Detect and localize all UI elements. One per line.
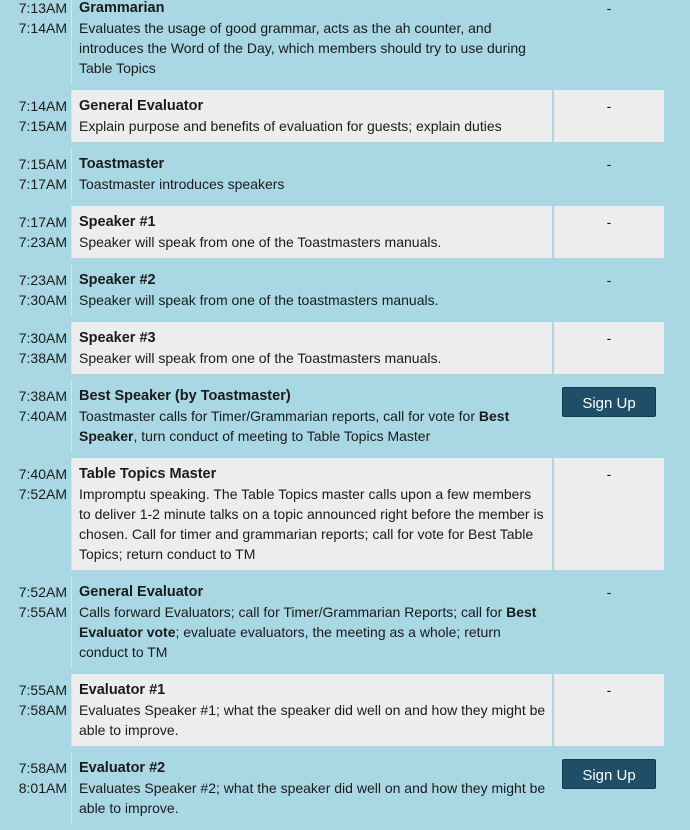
agenda-row [0, 206, 690, 264]
role-cell [72, 264, 552, 316]
time-cell [0, 148, 72, 200]
role-title: Table Topics Master [79, 466, 217, 482]
role-cell [72, 576, 552, 668]
time-cell [0, 458, 72, 570]
time-cell [0, 752, 72, 824]
role-description [79, 174, 546, 194]
end-time: 7:17AM [18, 176, 67, 192]
start-time: 7:40AM [18, 466, 67, 482]
role-description [79, 18, 546, 78]
time-cell [0, 674, 72, 746]
time-cell [0, 576, 72, 668]
sign-up-button[interactable]: Sign Up [562, 759, 656, 789]
description-text: Toastmaster introduces speakers [79, 176, 285, 192]
role-cell [72, 322, 552, 374]
time-cell [0, 0, 72, 84]
description-text: Evaluates Speaker #1; what the speaker did well on and how they might be able to improve. [79, 702, 546, 738]
role-cell [72, 380, 552, 452]
assigned-status: - [606, 0, 612, 16]
end-time: 7:55AM [18, 604, 67, 620]
start-time: 7:55AM [18, 682, 67, 698]
agenda-row [0, 90, 690, 148]
end-time: 7:52AM [18, 486, 67, 502]
role-cell [72, 206, 552, 258]
role-title: Toastmaster [79, 156, 165, 172]
assigned-status: - [606, 272, 612, 288]
description-text: Speaker will speak from one of the Toastmasters manuals. [79, 234, 442, 250]
signup-cell [554, 322, 664, 374]
role-title: Speaker #3 [79, 330, 156, 346]
assigned-status: - [606, 214, 612, 230]
agenda-row [0, 148, 690, 206]
signup-cell [554, 458, 664, 570]
signup-cell [554, 576, 664, 668]
role-description [79, 348, 546, 368]
start-time: 7:17AM [18, 214, 67, 230]
start-time: 7:14AM [18, 98, 67, 114]
start-time: 7:13AM [18, 0, 67, 16]
role-title: Speaker #1 [79, 214, 156, 230]
role-cell [72, 0, 552, 84]
description-text: , turn conduct of meeting to Table Topics Master [133, 428, 431, 444]
role-description [79, 602, 546, 662]
time-cell [0, 206, 72, 258]
role-title: Best Speaker (by Toastmaster) [79, 388, 291, 404]
end-time: 7:30AM [18, 292, 67, 308]
agenda-row [0, 380, 690, 458]
agenda-row [0, 576, 690, 674]
start-time: 7:38AM [18, 388, 67, 404]
sign-up-button[interactable]: Sign Up [562, 387, 656, 417]
signup-cell [554, 148, 664, 200]
start-time: 7:23AM [18, 272, 67, 288]
signup-cell [554, 752, 664, 824]
end-time: 7:38AM [18, 350, 67, 366]
role-title: Evaluator #1 [79, 682, 166, 698]
role-description [79, 484, 546, 564]
start-time: 7:58AM [18, 760, 67, 776]
signup-cell [554, 0, 664, 84]
agenda-row [0, 0, 690, 90]
signup-cell [554, 90, 664, 142]
end-time: 7:14AM [18, 20, 67, 36]
role-cell [72, 90, 552, 142]
role-title: Speaker #2 [79, 272, 156, 288]
description-bold-text: Best Evaluator vote [79, 604, 537, 640]
role-description [79, 700, 546, 740]
assigned-status: - [606, 98, 612, 114]
description-bold-text: Best Speaker [79, 408, 510, 444]
description-text: Speaker will speak from one of the Toastmasters manuals. [79, 350, 442, 366]
description-text: Calls forward Evaluators; call for Timer/Grammarian Reports; call for [79, 604, 507, 620]
signup-cell [554, 380, 664, 452]
role-title: Grammarian [79, 0, 165, 16]
end-time: 7:15AM [18, 118, 67, 134]
signup-cell [554, 674, 664, 746]
assigned-status: - [606, 682, 612, 698]
role-cell [72, 458, 552, 570]
agenda-row [0, 264, 690, 322]
assigned-status: - [606, 156, 612, 172]
description-text: Evaluates the usage of good grammar, acts as the ah counter, and introduces the Word of the Day, which members should try to use during Table Topics [79, 20, 526, 76]
time-cell [0, 264, 72, 316]
agenda-row [0, 458, 690, 576]
start-time: 7:15AM [18, 156, 67, 172]
role-cell [72, 752, 552, 824]
role-title: Evaluator #2 [79, 760, 166, 776]
end-time: 8:01AM [18, 780, 67, 796]
description-text: Evaluates Speaker #2; what the speaker did well on and how they might be able to improve. [79, 780, 546, 816]
assigned-status: - [606, 584, 612, 600]
role-description [79, 406, 546, 446]
role-description [79, 290, 546, 310]
end-time: 7:40AM [18, 408, 67, 424]
signup-cell [554, 264, 664, 316]
time-cell [0, 90, 72, 142]
start-time: 7:52AM [18, 584, 67, 600]
agenda-row [0, 674, 690, 752]
assigned-status: - [606, 330, 612, 346]
description-text: Impromptu speaking. The Table Topics master calls upon a few members to deliver 1-2 minute talks on a topic announced right before the member is chosen. Call for timer and grammarian reports; call for vote for Best Table Topics; return conduct to TM [79, 486, 544, 562]
role-description [79, 232, 546, 252]
assigned-status: - [606, 466, 612, 482]
description-text: Explain purpose and benefits of evaluation for guests; explain duties [79, 118, 502, 134]
description-text: ; evaluate evaluators, the meeting as a whole; return conduct to TM [79, 624, 501, 660]
start-time: 7:30AM [18, 330, 67, 346]
end-time: 7:58AM [18, 702, 67, 718]
role-title: General Evaluator [79, 98, 204, 114]
role-cell [72, 148, 552, 200]
description-text: Speaker will speak from one of the toastmasters manuals. [79, 292, 439, 308]
time-cell [0, 322, 72, 374]
description-text: Toastmaster calls for Timer/Grammarian reports, call for vote for [79, 408, 479, 424]
role-description [79, 116, 546, 136]
agenda-row [0, 752, 690, 830]
role-description [79, 778, 546, 818]
role-cell [72, 674, 552, 746]
end-time: 7:23AM [18, 234, 67, 250]
agenda-row [0, 322, 690, 380]
role-title: General Evaluator [79, 584, 204, 600]
time-cell [0, 380, 72, 452]
signup-cell [554, 206, 664, 258]
